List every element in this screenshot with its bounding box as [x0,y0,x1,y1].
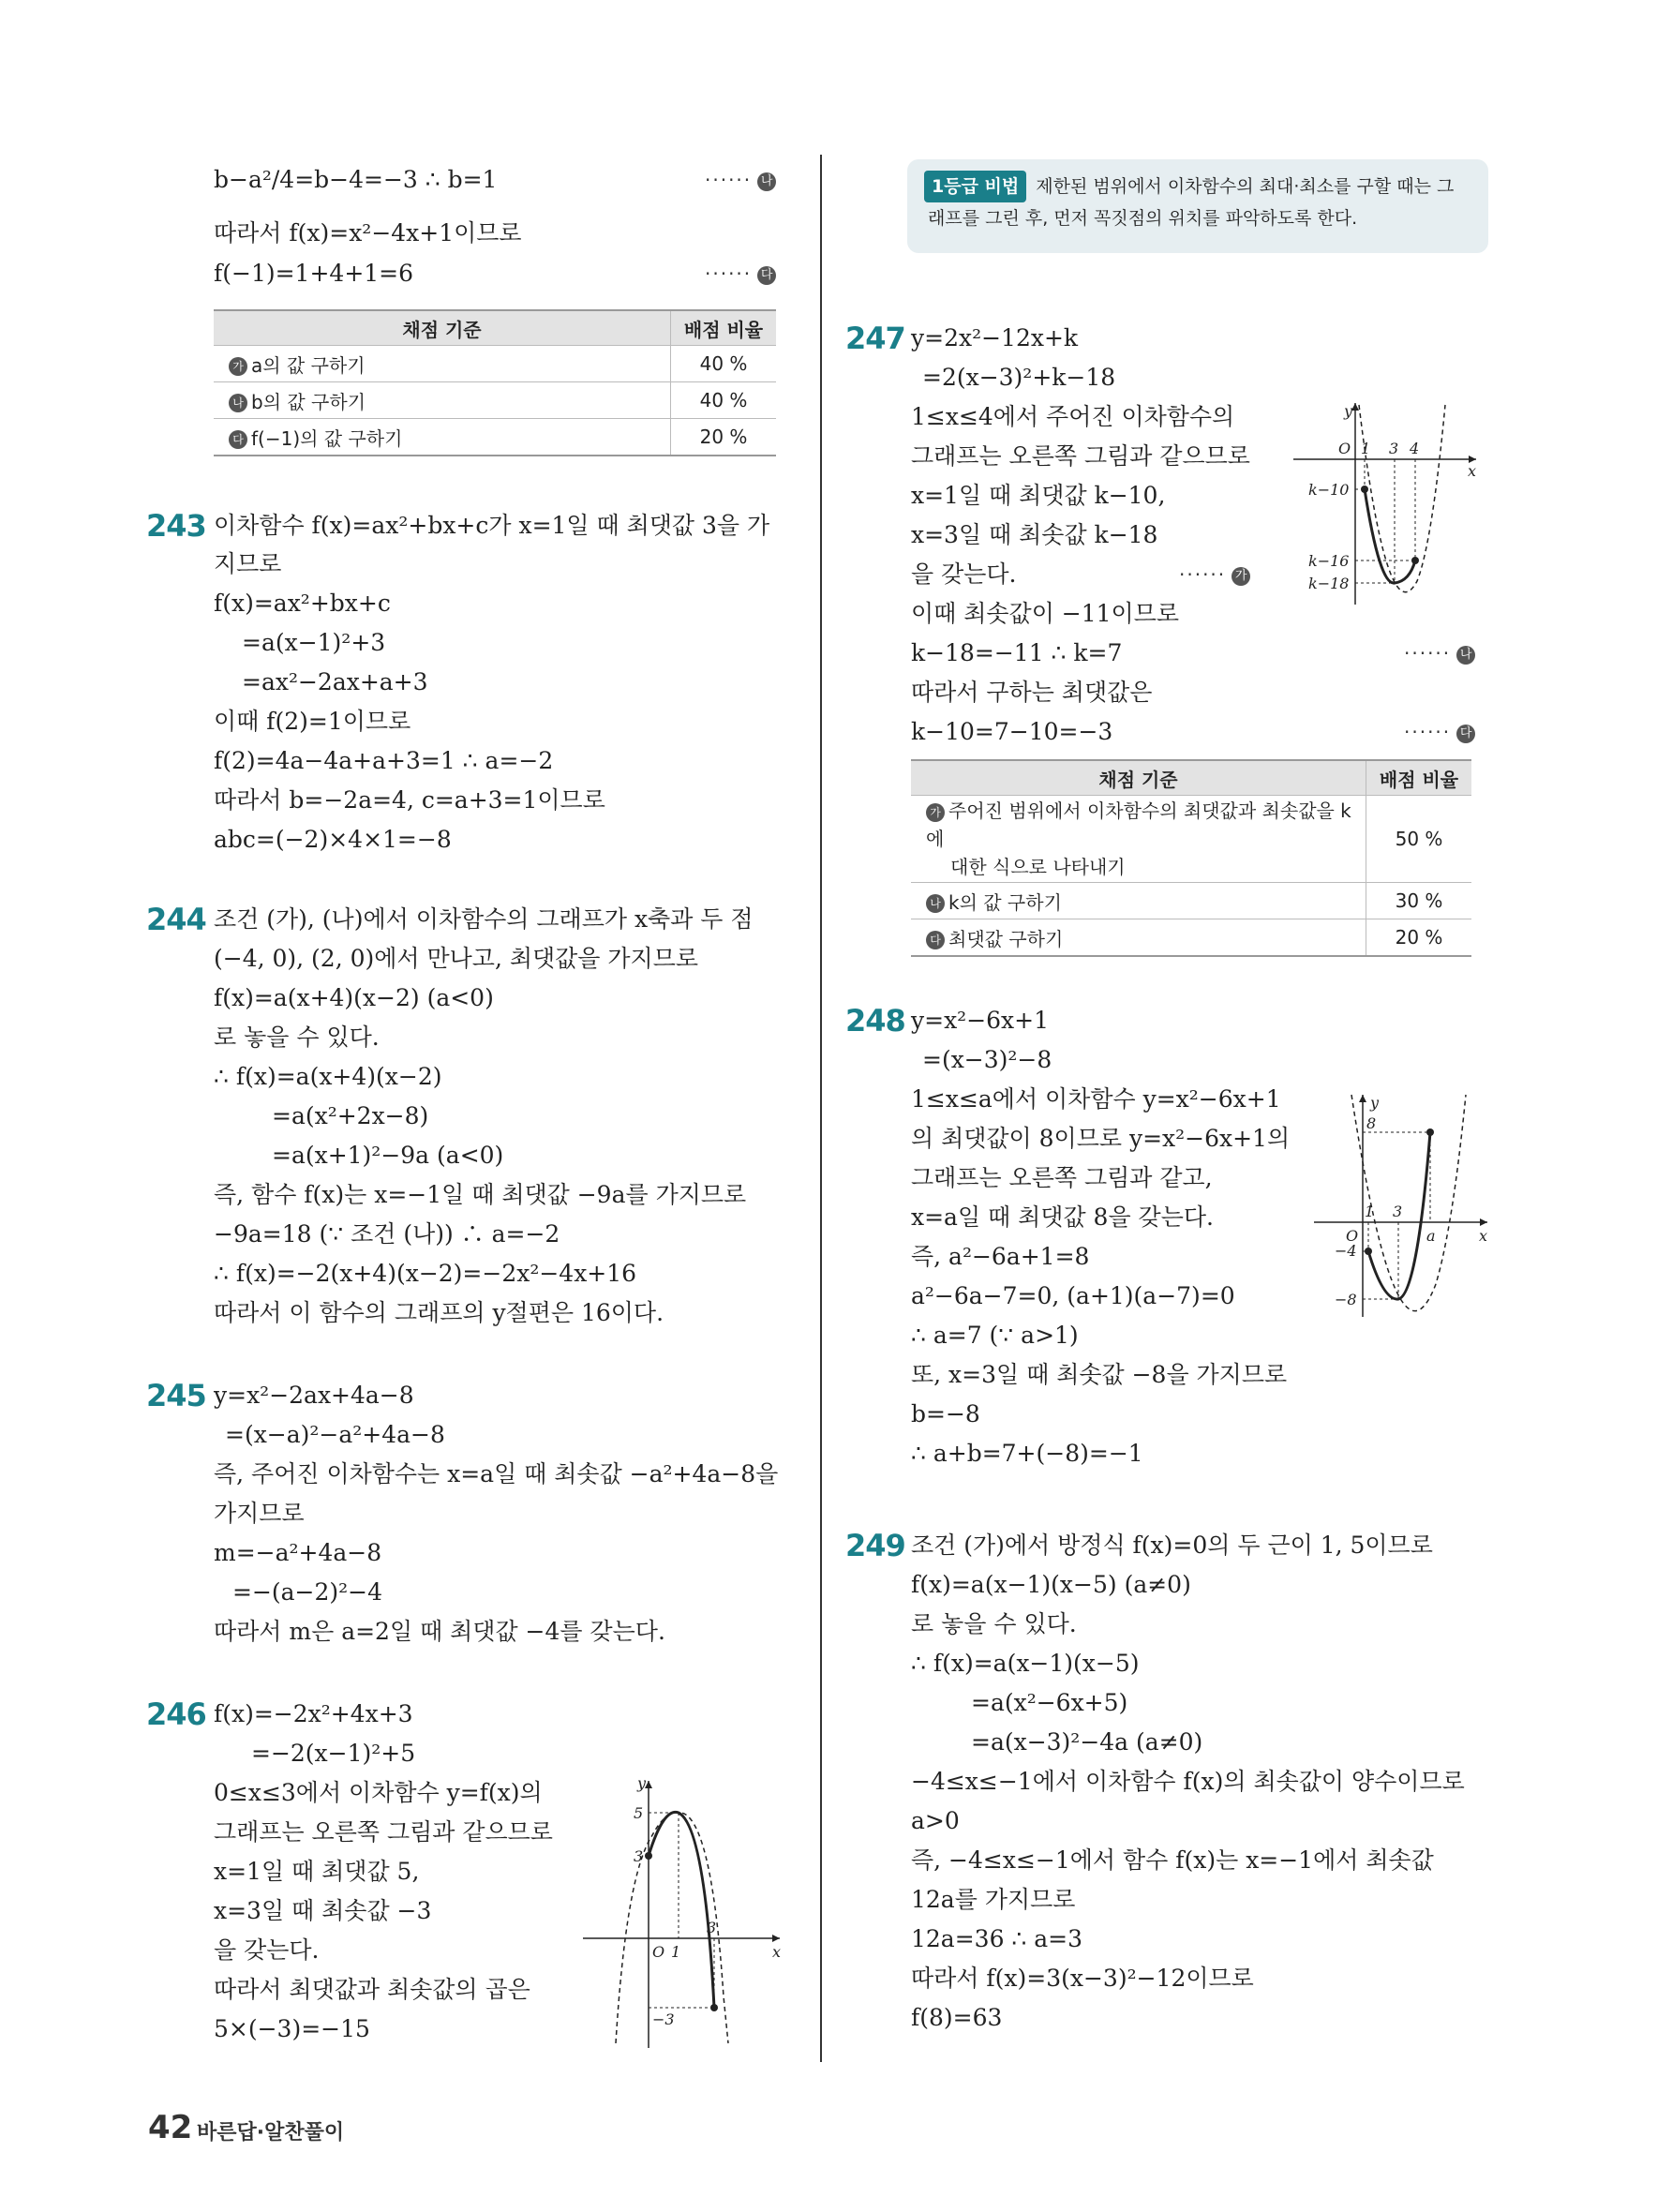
point [1365,1248,1372,1255]
intro-line: 따라서 f(x)=x²−4x+1이므로 [214,219,522,247]
solution-line: 5×(−3)=−15 [214,2015,370,2042]
solution-line: 로 놓을 수 있다. [214,1024,380,1051]
problem-number-245: 245 [146,1378,206,1413]
problem-number-249: 249 [845,1528,905,1563]
label-x: x [1479,1227,1488,1245]
label-y3: 3 [634,1847,644,1865]
label-1: 1 [1361,440,1371,457]
intro-line: f(−1)=1+4+1=6 [214,260,414,287]
solution-line: 0≤x≤3에서 이차함수 y=f(x)의 [214,1779,543,1806]
solution-line: k−18=−11 ∴ k=7 [911,639,1123,666]
score-row: 나 b의 값 구하기 [214,382,671,419]
parabola-solid [649,1812,717,2008]
score-row: 다 f(−1)의 값 구하기 [214,419,671,456]
point [710,2004,718,2011]
point [1426,1128,1434,1136]
y-axis-arrow [1351,403,1359,411]
solution-line: =2(x−3)²+k−18 [922,364,1116,391]
problem-number-243: 243 [146,508,206,544]
score-pct: 40 % [671,382,777,419]
score-pct: 20 % [1366,919,1472,957]
label-3: 3 [1393,1203,1403,1220]
label-k-10: k−10 [1308,481,1350,499]
solution-line: f(x)=a(x−1)(x−5) (a≠0) [911,1571,1191,1598]
point [1361,486,1368,493]
problem-number-248: 248 [845,1003,905,1039]
solution-line: a²−6a−7=0, (a+1)(a−7)=0 [911,1282,1235,1309]
mark-a-247: ······ 가 [1179,563,1250,586]
label-neg3: −3 [652,2010,675,2028]
tip-label: 1등급 비법 [924,171,1026,202]
graph-246 [574,1771,789,2053]
score-table-247 [911,759,1471,957]
label-origin: O [1338,440,1351,457]
solution-line: b=−8 [911,1400,980,1427]
solution-line: =a(x−3)²−4a (a≠0) [971,1728,1203,1756]
solution-line: 따라서 m은 a=2일 때 최댓값 −4를 갖는다. [214,1618,665,1645]
column-divider [820,155,822,2062]
problem-number-244: 244 [146,902,206,937]
label-neg8: −8 [1335,1291,1357,1308]
label-1: 1 [1365,1203,1375,1220]
solution-line: ∴ f(x)=a(x−1)(x−5) [911,1650,1140,1677]
score-pct: 50 % [1366,796,1472,883]
label-3: 3 [1389,440,1399,457]
solution-line: x=1일 때 최댓값 k−10, [911,482,1166,509]
score-pct: 40 % [671,346,777,382]
solution-line: f(2)=4a−4a+a+3=1 ∴ a=−2 [214,747,554,774]
solution-line: ∴ f(x)=−2(x+4)(x−2)=−2x²−4x+16 [214,1260,637,1287]
solution-line: f(8)=63 [911,2004,1003,2031]
solution-line: ∴ f(x)=a(x+4)(x−2) [214,1063,442,1090]
problem-number-246: 246 [146,1696,206,1732]
score-row: 가 주어진 범위에서 이차함수의 최댓값과 최솟값을 k에 대한 식으로 나타내기 [911,796,1366,883]
solution-line: m=−a²+4a−8 [214,1539,382,1566]
x-axis-arrow [1480,1218,1487,1226]
graph-248 [1305,1087,1492,1322]
tip-box [907,159,1488,253]
solution-line: ∴ a+b=7+(−8)=−1 [911,1440,1143,1467]
solution-line: 따라서 이 함수의 그래프의 y절편은 16이다. [214,1299,664,1326]
mark-b-247: ······ 나 [1404,642,1475,665]
solution-line: x=1일 때 최댓값 5, [214,1858,420,1885]
solution-line: x=3일 때 최솟값 −3 [214,1897,432,1924]
solution-line: 가지므로 [214,1500,305,1527]
solution-line: 조건 (가), (나)에서 이차함수의 그래프가 x축과 두 점 [214,905,754,933]
label-8: 8 [1366,1114,1377,1132]
label-origin: O [652,1943,665,1961]
label-a: a [1426,1227,1436,1245]
solution-line: −4≤x≤−1에서 이차함수 f(x)의 최솟값이 양수이므로 [911,1768,1465,1795]
score-row: 다 최댓값 구하기 [911,919,1366,957]
label-x: x [772,1943,782,1961]
solution-line: 이때 최솟값이 −11이므로 [911,600,1180,627]
y-axis-arrow [1359,1095,1366,1102]
solution-line: ∴ a=7 (∵ a>1) [911,1322,1079,1349]
solution-line: 따라서 구하는 최댓값은 [911,679,1153,706]
solution-line: =a(x²−6x+5) [971,1689,1128,1716]
point [645,1852,652,1860]
solution-line: 지므로 [214,550,282,577]
x-axis-arrow [772,1935,780,1942]
score-table-242 [214,309,776,456]
solution-line: 1≤x≤a에서 이차함수 y=x²−6x+1 [911,1085,1281,1113]
solution-line: 그래프는 오른쪽 그림과 같으므로 [911,442,1250,470]
solution-line: f(x)=a(x+4)(x−2) (a<0) [214,984,494,1011]
label-y: y [1344,402,1353,420]
solution-line: =a(x²+2x−8) [272,1102,429,1129]
mark-c: ······ 다 [705,262,776,285]
y-axis-arrow [645,1781,652,1788]
graph-247 [1284,394,1481,609]
solution-line: −9a=18 (∵ 조건 (나)) ∴ a=−2 [214,1220,560,1248]
solution-line: 이차함수 f(x)=ax²+bx+c가 x=1일 때 최댓값 3을 가 [214,512,770,539]
score-row: 나 k의 값 구하기 [911,883,1366,919]
score-pct: 20 % [671,419,777,456]
solution-line: x=a일 때 최댓값 8을 갖는다. [911,1203,1214,1231]
label-neg4: −4 [1335,1242,1357,1260]
solution-line: 12a=36 ∴ a=3 [911,1925,1083,1952]
label-3: 3 [707,1919,717,1936]
solution-line: y=x²−2ax+4a−8 [214,1382,414,1409]
tip-line-2: 래프를 그린 후, 먼저 꼭짓점의 위치를 파악하도록 한다. [928,208,1358,229]
solution-line: 조건 (가)에서 방정식 f(x)=0의 두 근이 1, 5이므로 [911,1532,1433,1559]
solution-line: 을 갖는다. [214,1936,320,1964]
solution-line: 그래프는 오른쪽 그림과 같고, [911,1164,1213,1191]
solution-line: 또, x=3일 때 최솟값 −8을 가지므로 [911,1361,1288,1388]
mark-c-247: ······ 다 [1404,721,1475,743]
solution-line: 즉, −4≤x≤−1에서 함수 f(x)는 x=−1에서 최솟값 [911,1846,1434,1874]
solution-line: x=3일 때 최솟값 k−18 [911,521,1158,548]
solution-line: =(x−3)²−8 [922,1046,1052,1073]
point [1411,557,1419,564]
parabola-solid [1365,489,1415,583]
page-number: 42 [148,2109,193,2146]
score-header-criteria: 채점 기준 [214,310,671,346]
solution-line: 즉, a²−6a+1=8 [911,1243,1090,1270]
solution-line: =a(x−1)²+3 [242,629,386,656]
label-k-16: k−16 [1308,552,1350,570]
solution-line: 1≤x≤4에서 주어진 이차함수의 [911,403,1235,430]
score-row: 가 a의 값 구하기 [214,346,671,382]
solution-line: 즉, 함수 f(x)는 x=−1일 때 최댓값 −9a를 가지므로 [214,1181,747,1208]
intro-line: b−a²/4=b−4=−3 ∴ b=1 [214,166,498,193]
label-x: x [1468,462,1477,480]
score-header-ratio: 배점 비율 [671,310,777,346]
label-1: 1 [671,1943,681,1961]
label-y: y [1370,1094,1380,1112]
tip-line-1: 제한된 범위에서 이차함수의 최대·최소를 구할 때는 그 [1036,176,1455,197]
label-y: y [637,1774,647,1792]
parabola-dashed [1359,405,1445,592]
solution-line: y=2x²−12x+k [911,324,1079,351]
label-5: 5 [634,1804,644,1822]
score-pct: 30 % [1366,883,1472,919]
score-header-ratio: 배점 비율 [1366,760,1472,796]
solution-line: 의 최댓값이 8이므로 y=x²−6x+1의 [911,1125,1291,1152]
solution-line: 따라서 f(x)=3(x−3)²−12이므로 [911,1965,1254,1992]
solution-line: 이때 f(2)=1이므로 [214,708,411,735]
solution-line: =ax²−2ax+a+3 [242,668,428,695]
solution-line: y=x²−6x+1 [911,1007,1049,1034]
solution-line: =−(a−2)²−4 [232,1578,383,1606]
solution-line: a>0 [911,1807,960,1834]
label-origin: O [1346,1227,1359,1245]
solution-line: 12a를 가지므로 [911,1886,1076,1913]
label-4: 4 [1410,440,1420,457]
label-k-18: k−18 [1308,575,1350,592]
footer-title: 바른답·알찬풀이 [197,2121,345,2145]
solution-line: k−10=7−10=−3 [911,718,1113,745]
mark-b: ······ 나 [705,169,776,191]
solution-line: f(x)=ax²+bx+c [214,590,391,617]
solution-line: =(x−a)²−a²+4a−8 [225,1421,445,1448]
score-header-criteria: 채점 기준 [911,760,1366,796]
solution-line: =a(x+1)²−9a (a<0) [272,1142,504,1169]
solution-line: (−4, 0), (2, 0)에서 만나고, 최댓값을 가지므로 [214,945,699,972]
solution-line: abc=(−2)×4×1=−8 [214,826,452,853]
solution-line: 그래프는 오른쪽 그림과 같으므로 [214,1818,553,1846]
solution-line: 즉, 주어진 이차함수는 x=a일 때 최솟값 −a²+4a−8을 [214,1460,779,1487]
solution-line: 따라서 최댓값과 최솟값의 곱은 [214,1976,530,2003]
solution-line: 로 놓을 수 있다. [911,1610,1077,1637]
problem-number-247: 247 [845,321,905,356]
solution-line: =−2(x−1)²+5 [251,1740,416,1767]
solution-line: f(x)=−2x²+4x+3 [214,1700,413,1727]
solution-line: 을 갖는다. [911,560,1017,588]
solution-line: 따라서 b=−2a=4, c=a+3=1이므로 [214,786,605,814]
